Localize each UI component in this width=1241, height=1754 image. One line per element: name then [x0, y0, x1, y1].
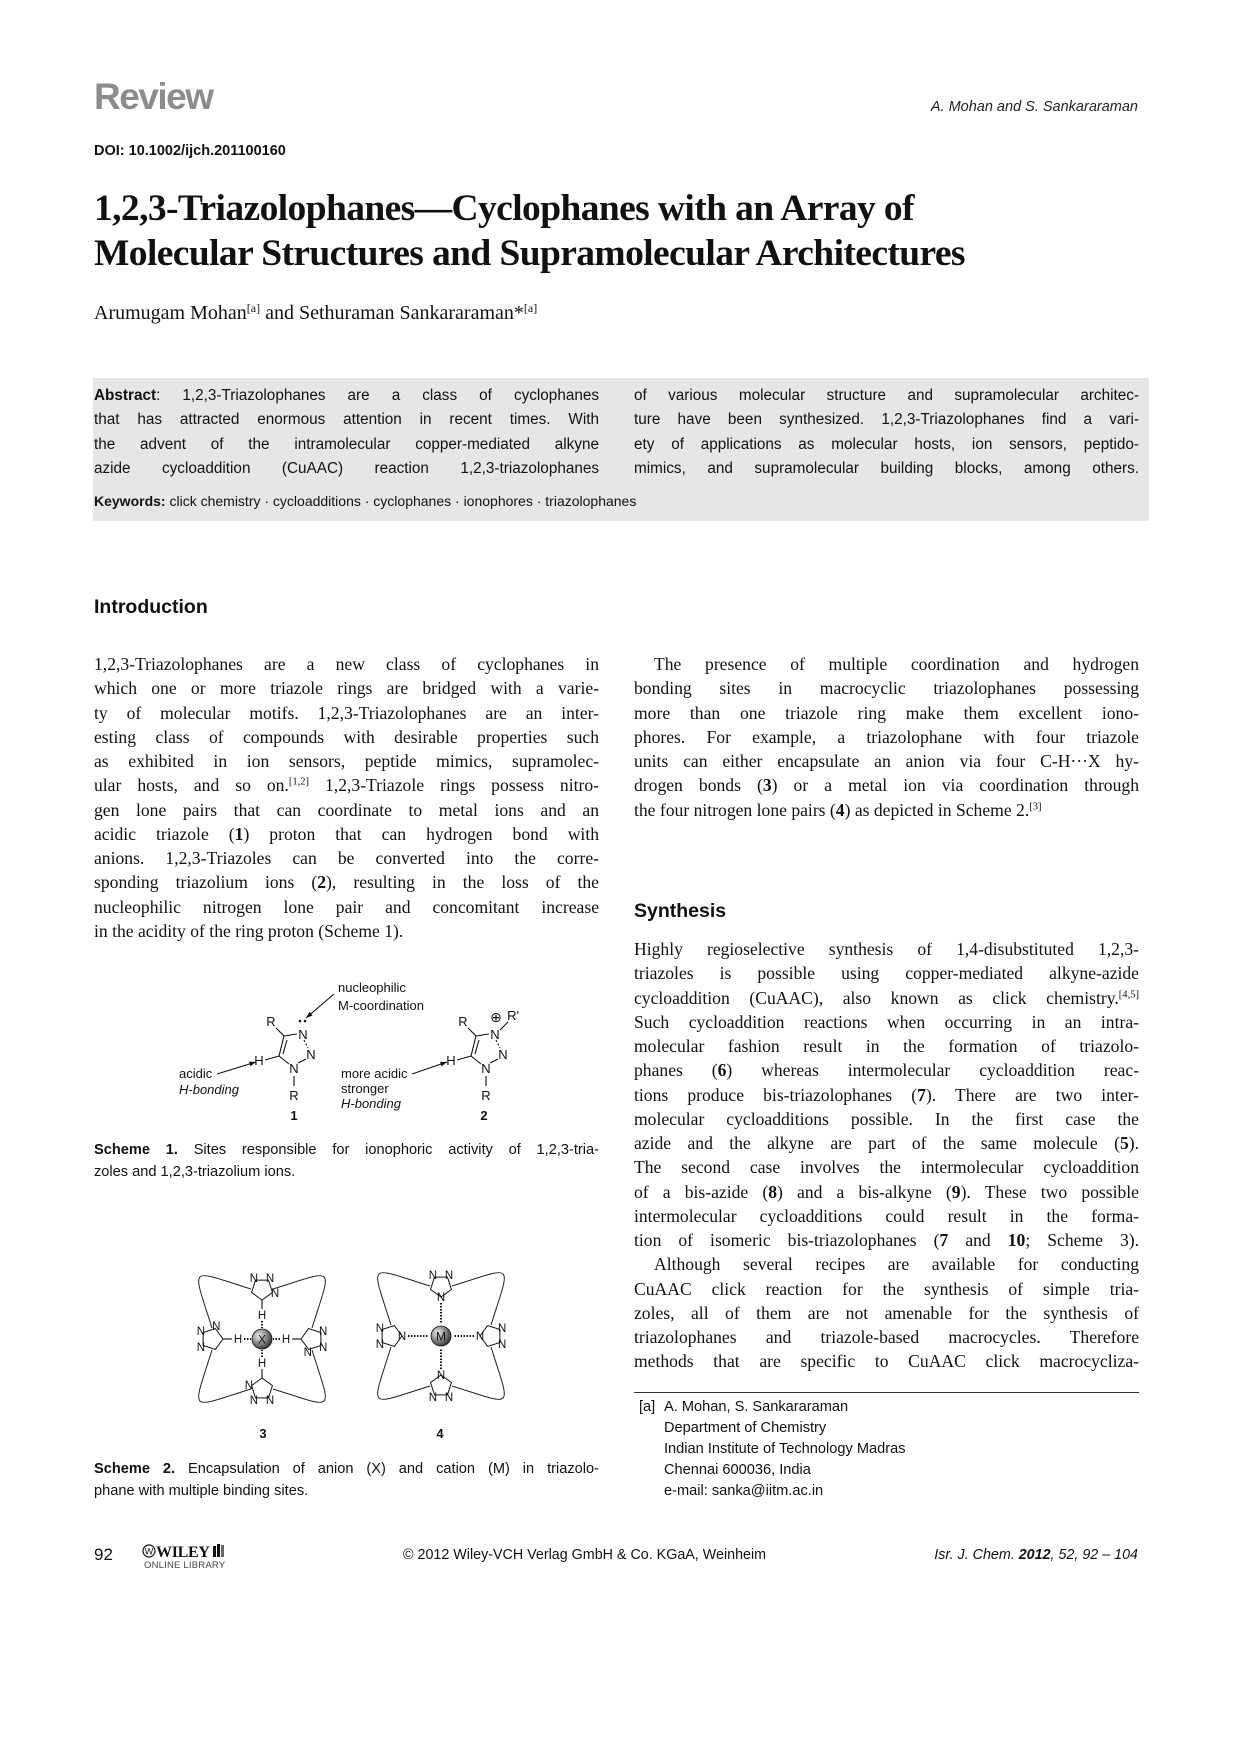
journal-citation: [934, 1547, 1138, 1563]
text-run: 1,2,3-Triazole rings possess nitro-: [309, 775, 599, 796]
text-line: [634, 433, 1139, 457]
structure-label: H: [257, 1310, 267, 1322]
wiley-logo[interactable]: [142, 1543, 226, 1571]
text-run: ) or a metal ion via coordination through: [771, 775, 1139, 796]
macrocycle-linker: [199, 1350, 254, 1402]
journal-year: 2012: [1018, 1547, 1051, 1563]
structure-label: N: [249, 1272, 259, 1285]
bond-line: [284, 1034, 297, 1036]
text-run: ; Scheme 3).: [1025, 1230, 1140, 1250]
text-run: ) whereas intermolecular cycloaddition reac-: [726, 1060, 1139, 1081]
text-run: zoles and 1,2,3-triazolium ions.: [94, 1163, 296, 1180]
running-authors: A. Mohan and S. Sankararaman: [930, 99, 1138, 115]
structure-label: N: [397, 1331, 407, 1343]
text-run: Such cycloaddition reactions when occurring in an intra-: [634, 1011, 1139, 1032]
text-run: triazoles is possible using copper-mediated alkyne-azide: [634, 963, 1139, 984]
text-line: [634, 1034, 1139, 1058]
footnote-line: Indian Institute of Technology Madras: [664, 1441, 906, 1457]
text-run: 1,2,3-Triazolophanes are a new class of cyclophanes in: [94, 654, 599, 674]
scheme-2-caption: [94, 1459, 599, 1502]
text-run: phane with multiple binding sites.: [94, 1482, 309, 1499]
text-run: ty of molecular motifs. 1,2,3-Triazolophanes are an inter-: [94, 702, 599, 723]
text-run: Arumugam Mohan: [94, 302, 247, 324]
footnote-tag: [a]: [639, 1399, 656, 1415]
text-line: [634, 1180, 1139, 1204]
logo-subtitle: ONLINE LIBRARY: [144, 1560, 226, 1571]
text-run: phanes (: [634, 1060, 718, 1081]
macrocycle-linker: [378, 1273, 430, 1325]
text-run: The second case involves the intermolecular cycloaddition: [634, 1157, 1139, 1178]
scheme-2-structures: [197, 1270, 507, 1441]
structure-label: R: [481, 1088, 491, 1103]
text-run: gen lone pairs that can coordinate to metal ions and an: [94, 799, 599, 820]
bond-line: [279, 1056, 289, 1064]
structure-label: N: [498, 1047, 508, 1062]
text-run: molecular fashion result in the formation of triazolo-: [634, 1036, 1139, 1056]
text-run: molecular cycloadditions possible. In the first case the: [634, 1108, 1139, 1129]
text-run: : 1,2,3-Triazolophanes are a class of cyclophanes: [156, 387, 599, 404]
structure-label: N: [428, 1392, 438, 1405]
structure-label: M-coordination: [338, 998, 424, 1013]
text-line: [634, 986, 1139, 1010]
compound-number: 2: [480, 1108, 488, 1123]
bond-line: [276, 1028, 284, 1036]
macrocycle-linker: [452, 1347, 504, 1399]
structure-label: M: [436, 1329, 446, 1344]
citation-superscript: [a]: [246, 300, 261, 315]
section-heading-synthesis: Synthesis: [634, 900, 727, 922]
text-line: [634, 1277, 1139, 1301]
journal-name: Isr. J. Chem.: [934, 1547, 1019, 1563]
structure-label: N: [196, 1342, 206, 1355]
text-line: [634, 1107, 1139, 1131]
synthesis-paragraph: [634, 937, 1139, 1374]
structure-label: H: [257, 1358, 267, 1370]
citation-superscript: [3]: [1029, 801, 1042, 813]
text-line: [634, 725, 1139, 749]
text-line: [634, 408, 1139, 432]
text-run: anions. 1,2,3-Triazoles can be converted into the corre-: [94, 848, 599, 868]
structure-label: N: [444, 1269, 454, 1282]
text-run: Although several recipes are available for conducting: [654, 1254, 1139, 1275]
text-run: ). There are two inter-: [925, 1084, 1139, 1105]
text-line: [634, 1204, 1139, 1228]
structure-label: N: [375, 1322, 385, 1335]
text-run: and: [948, 1230, 1008, 1250]
structure-label: N: [444, 1392, 454, 1405]
structure-label: N: [244, 1379, 254, 1392]
scheme-1-caption: [94, 1140, 599, 1183]
text-line: [94, 1481, 599, 1503]
text-run: acidic triazole (: [94, 823, 235, 844]
lone-pair-dot: [299, 1020, 302, 1023]
structure-label: N: [318, 1342, 328, 1355]
text-run: bonding sites in macrocyclic triazolophanes possessing: [634, 678, 1139, 699]
text-run: more than one triazole ring make them excellent iono-: [634, 702, 1139, 723]
abstract-right: [634, 384, 1139, 481]
structure-label: acidic: [179, 1066, 213, 1081]
text-run: The presence of multiple coordination and hydrogen: [654, 654, 1139, 674]
text-line: [634, 1301, 1139, 1325]
citation-superscript: [4,5]: [1118, 989, 1139, 1001]
bond-line: [490, 1059, 498, 1063]
text-run: ).: [1128, 1133, 1139, 1153]
footnote-line: Department of Chemistry: [664, 1420, 827, 1436]
text-run: as exhibited in ion sensors, peptide mimics, supramolec-: [94, 751, 599, 771]
structure-label: N: [289, 1061, 299, 1076]
text-line: [634, 961, 1139, 985]
bold-run: 1: [234, 823, 244, 844]
structure-label: more acidic: [341, 1066, 408, 1081]
lone-pair-dot: [304, 1020, 307, 1023]
structure-label: ⊕: [490, 1009, 502, 1025]
text-run: nucleophilic nitrogen lone pair and concomitant increase: [94, 896, 599, 917]
structure-label: N: [298, 1027, 308, 1042]
bold-run: 6: [717, 1060, 727, 1081]
logo-wordmark: WILEY: [156, 1544, 210, 1561]
title-line: 1,2,3-Triazolophanes—Cyclophanes with an Array of: [94, 188, 914, 229]
wiley-emblem-icon: [142, 1544, 156, 1558]
text-run: ular hosts, and so on.: [94, 775, 289, 796]
compound-number: 3: [259, 1426, 267, 1441]
text-line: [634, 1349, 1139, 1373]
text-run: tion of isomeric bis-triazolophanes (: [634, 1230, 940, 1250]
structure-label: N: [436, 1370, 446, 1382]
text-run: tions produce bis-triazolophanes (: [634, 1084, 918, 1105]
structure-label: N: [249, 1395, 259, 1408]
text-line: [634, 1252, 1139, 1276]
affiliation-footnote: [639, 1397, 906, 1502]
structure-label: N: [270, 1288, 280, 1301]
structure-label: N: [481, 1061, 491, 1076]
text-run: phores. For example, a triazolophane with four triazole: [634, 726, 1139, 747]
text-line: [634, 937, 1139, 961]
bold-run: 5: [1119, 1133, 1129, 1153]
journal-volume-pages: , 52, 92 – 104: [1050, 1547, 1138, 1563]
structure-label: nucleophilic: [338, 980, 406, 995]
text-run: Highly regioselective synthesis of 1,4-disubstituted 1,2,3-: [634, 939, 1139, 959]
text-line: [634, 1010, 1139, 1034]
structure-label: H-bonding: [341, 1096, 401, 1111]
text-line: [634, 1155, 1139, 1179]
macrocycle-linker: [273, 1350, 325, 1402]
footnote-email[interactable]: e-mail: sanka@iitm.ac.in: [664, 1483, 824, 1499]
structure-label: R: [289, 1088, 299, 1103]
text-run: ). These two possible: [960, 1181, 1139, 1202]
structure-label: H: [446, 1053, 456, 1068]
text-run: Encapsulation of anion (X) and cation (M) in triazolo-: [175, 1461, 600, 1477]
structure-label: R': [507, 1008, 519, 1023]
keywords-list: click chemistry · cycloadditions · cyclophanes · ionophores · triazolophanes: [165, 493, 637, 509]
title-line: Molecular Structures and Supramolecular Architectures: [94, 233, 965, 274]
text-line: [634, 384, 1139, 408]
structure-label: N: [475, 1331, 485, 1343]
text-run: ) and a bis-alkyne (: [777, 1181, 952, 1202]
text-run: cycloaddition (CuAAC), also known as click chemistry.: [634, 987, 1119, 1008]
macrocycle-linker: [452, 1273, 504, 1325]
macrocycle-linker: [270, 1276, 325, 1328]
library-books-icon: [212, 1543, 226, 1558]
intro-paragraph-2: [634, 652, 1139, 822]
structure-label: stronger: [341, 1081, 389, 1096]
footnote-divider: [634, 1392, 1139, 1393]
bond-line: [457, 1056, 471, 1060]
footnote-line: A. Mohan, S. Sankararaman: [664, 1399, 849, 1415]
bold-run: 10: [1007, 1230, 1026, 1250]
structure-label: H: [254, 1053, 264, 1068]
structure-label: N: [303, 1347, 312, 1360]
structure-label: R: [458, 1014, 468, 1029]
structure-label: N: [265, 1272, 275, 1285]
bold-run: Scheme 1.: [94, 1142, 178, 1158]
bond-line: [265, 1056, 279, 1060]
footnote-line: Chennai 600036, India: [664, 1462, 811, 1478]
bold-run: 8: [768, 1181, 778, 1202]
text-run: ety of applications as molecular hosts, ion sensors, peptido-: [634, 435, 1139, 453]
text-run: drogen bonds (: [634, 775, 763, 796]
structure-label: R: [266, 1014, 276, 1029]
bold-run: 7: [917, 1084, 926, 1105]
text-run: the advent of the intramolecular copper-mediated alkyne: [94, 435, 599, 453]
text-run: azide cycloaddition (CuAAC) reaction 1,2,3-triazolophanes: [94, 459, 599, 477]
text-run: in the acidity of the ring proton (Scheme 1).: [94, 920, 404, 941]
doi[interactable]: DOI: 10.1002/ijch.201100160: [94, 143, 286, 159]
structure-label: N: [497, 1339, 507, 1352]
text-run: ture have been synthesized. 1,2,3-Triazolophanes find a vari-: [634, 411, 1139, 429]
text-line: [94, 1459, 599, 1481]
text-run: ), resulting in the loss of the: [326, 872, 599, 893]
text-line: [634, 798, 1139, 822]
text-line: [634, 701, 1139, 725]
bond-line: [468, 1028, 476, 1036]
text-line: [634, 652, 1139, 676]
text-run: CuAAC click reaction for the synthesis of simple tria-: [634, 1278, 1139, 1299]
keywords-label: Keywords:: [94, 493, 166, 509]
macrocycle-linker: [378, 1347, 430, 1399]
text-run: units can either encapsulate an anion via four C-H···X hy-: [634, 751, 1139, 771]
structure-label: N: [306, 1047, 316, 1062]
structure-label: N: [375, 1339, 385, 1352]
text-run: and Sethuraman Sankararaman*: [260, 302, 524, 324]
citation-superscript: [a]: [523, 300, 538, 315]
structure-label: N: [318, 1325, 328, 1338]
text-run: methods that are specific to CuAAC click macrocycliza-: [634, 1351, 1139, 1372]
text-run: the four nitrogen lone pairs (: [634, 799, 836, 820]
bold-run: 2: [317, 872, 327, 893]
bold-run: 4: [835, 799, 845, 820]
text-run: ) as depicted in Scheme 2.: [844, 799, 1030, 820]
text-run: zoles, all of them are not amenable for the synthesis of: [634, 1302, 1139, 1323]
text-line: [634, 1083, 1139, 1107]
structure-label: N: [265, 1395, 275, 1408]
text-line: [634, 1228, 1139, 1252]
bond-line: [283, 1040, 287, 1054]
structure-label: N: [497, 1322, 507, 1335]
text-run: of a bis-azide (: [634, 1181, 769, 1202]
text-run: mimics, and supramolecular building blocks, among others.: [634, 459, 1139, 477]
text-line: [634, 1325, 1139, 1349]
text-line: [634, 1058, 1139, 1082]
structure-label: N: [212, 1320, 221, 1333]
bold-run: Abstract: [94, 387, 157, 404]
structure-label: H: [233, 1334, 243, 1346]
structure-label: H-bonding: [179, 1082, 239, 1097]
text-line: [94, 1140, 599, 1162]
scheme-figures: [0, 0, 640, 1460]
text-line: [634, 457, 1139, 481]
section-heading-introduction: Introduction: [94, 596, 208, 618]
bold-run: 3: [762, 775, 772, 796]
compound-number: 1: [290, 1108, 298, 1123]
section-label: Review: [94, 76, 213, 117]
compound-number: 4: [436, 1426, 444, 1441]
text-line: [634, 749, 1139, 773]
structure-label: X: [257, 1332, 267, 1347]
text-run: which one or more triazole rings are bridged with a varie-: [94, 678, 599, 699]
text-line: [634, 1131, 1139, 1155]
bold-run: 7: [939, 1230, 949, 1250]
bold-run: Scheme 2.: [94, 1461, 176, 1477]
structure-label: N: [428, 1269, 438, 1282]
text-run: of various molecular structure and supramolecular architec-: [634, 387, 1139, 404]
scheme-1-structures: [179, 980, 519, 1123]
structure-label: H: [281, 1334, 291, 1346]
text-run: Sites responsible for ionophoric activity of 1,2,3-tria-: [177, 1142, 599, 1158]
page-number: 92: [94, 1545, 113, 1564]
bond-line: [298, 1059, 306, 1063]
text-line: [634, 773, 1139, 797]
structure-label: N: [196, 1325, 206, 1338]
bond-line: [471, 1056, 481, 1064]
copyright: © 2012 Wiley-VCH Verlag GmbH & Co. KGaA, Weinheim: [403, 1547, 767, 1563]
text-run: intermolecular cycloadditions could result in the forma-: [634, 1205, 1139, 1226]
structure-label: N: [490, 1027, 500, 1042]
text-run: ) proton that can hydrogen bond with: [243, 823, 600, 844]
text-run: azide and the alkyne are part of the same molecule (: [634, 1133, 1120, 1153]
text-run: that has attracted enormous attention in recent times. With: [94, 411, 599, 429]
bond-line: [475, 1040, 479, 1054]
svg-text:W: W: [144, 1546, 154, 1557]
macrocycle-linker: [199, 1276, 251, 1328]
text-line: [94, 1162, 599, 1184]
text-run: sponding triazolium ions (: [94, 872, 318, 893]
bond-line: [476, 1034, 489, 1036]
structure-label: N: [436, 1292, 446, 1304]
text-run: triazolophanes and triazole-based macrocycles. Therefore: [634, 1327, 1139, 1347]
bold-run: 9: [951, 1181, 961, 1202]
text-line: [634, 676, 1139, 700]
citation-superscript: [1,2]: [288, 776, 310, 788]
text-run: esting class of compounds with desirable properties such: [94, 726, 599, 747]
